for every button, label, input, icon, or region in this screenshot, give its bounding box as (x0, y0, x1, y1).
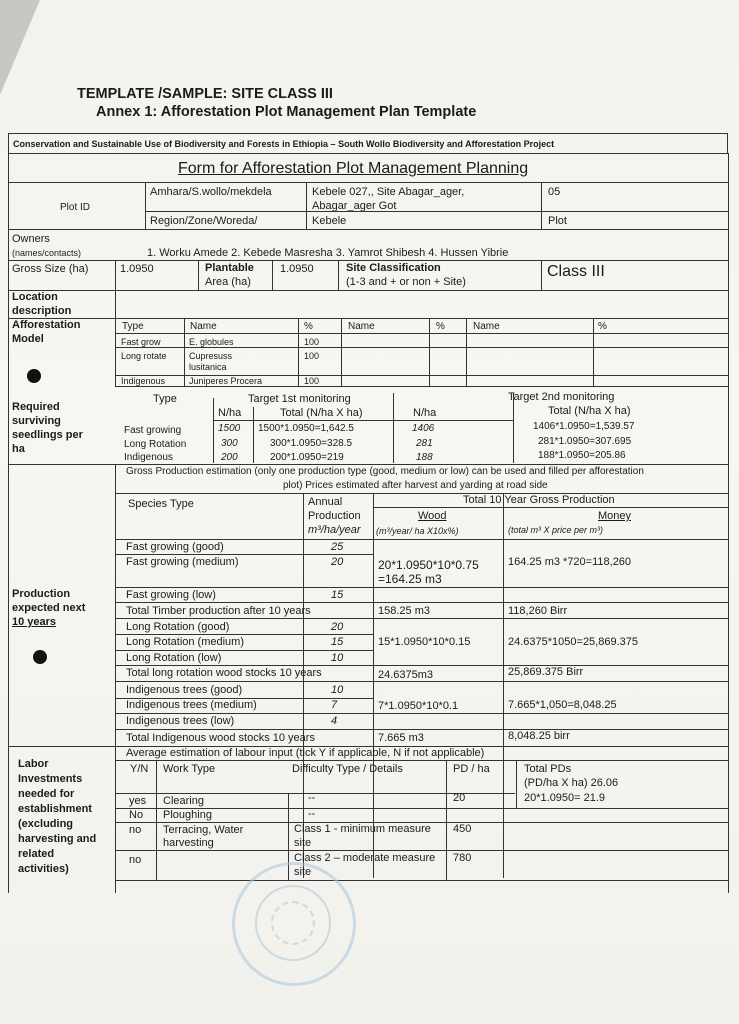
model-header-pct-2: % (436, 321, 445, 332)
labor-row-difficulty: -- (308, 808, 316, 820)
model-label-2: Model (12, 333, 44, 345)
page-fold-corner (0, 0, 40, 95)
annex-title: Annex 1: Afforestation Plot Management Plan Template (96, 104, 477, 120)
plantable-value: 1.0950 (280, 263, 314, 275)
model-row-name-2: lusitanica (189, 362, 227, 372)
labor-label-2: Investments (18, 773, 83, 785)
money-unit: (total m³ X price per m³) (508, 525, 604, 535)
seedling-n1: 300 (221, 438, 238, 449)
bullet-mark (33, 650, 47, 664)
seedling-n2: 281 (416, 438, 433, 449)
labor-header-pd: PD / ha (453, 763, 490, 775)
nha-header-2: N/ha (413, 407, 437, 419)
money-value: 24.6375*1050=25,869.375 (508, 636, 638, 648)
location-label-2: description (12, 305, 72, 317)
species-row: Indigenous trees (good) (126, 684, 243, 696)
total-production-header: Total 10 Year Gross Production (463, 494, 615, 506)
owners-sublabel: (names/contacts) (12, 248, 82, 258)
species-row: Indigenous trees (low) (126, 715, 235, 727)
model-header-name-2: Name (348, 321, 375, 332)
wood-value: 7.665 m3 (378, 732, 424, 744)
wood-value: 24.6375m3 (378, 669, 434, 681)
seedlings-label-4: ha (12, 443, 25, 455)
model-header-name-1: Name (190, 321, 217, 332)
labor-header-difficulty: Difficulty Type / Details (292, 763, 403, 775)
production-label-1: Production (12, 588, 71, 600)
template-title: TEMPLATE /SAMPLE: SITE CLASS III (77, 86, 333, 102)
seedling-t1: 300*1.0950=328.5 (270, 438, 353, 449)
species-row: Long Rotation (good) (126, 621, 230, 633)
wood-unit: (m³/year/ ha X10x%) (376, 526, 459, 536)
seedling-n1: 200 (221, 452, 238, 463)
labor-label-1: Labor (18, 758, 49, 770)
kebele-value-2: Abagar_ager Got (312, 200, 397, 212)
plot-number: 05 (548, 186, 561, 198)
seedling-type: Long Rotation (124, 439, 187, 450)
model-label-1: Afforestation (12, 319, 81, 331)
labor-row-difficulty: Class 2 – moderate measure (294, 852, 436, 864)
seedling-type: Indigenous (124, 452, 173, 463)
plantable-label-2: Area (ha) (205, 276, 251, 288)
official-stamp (232, 862, 356, 986)
model-row-name: Cupresuss (189, 351, 233, 361)
money-value: 7.665*1,050=8,048.25 (508, 699, 617, 711)
wood-value-2: =164.25 m3 (378, 572, 442, 586)
labor-row-difficulty: -- (308, 792, 316, 804)
seedlings-type-header: Type (153, 393, 177, 405)
labor-header-work: Work Type (163, 763, 216, 775)
form-table (8, 153, 728, 893)
model-header-name-3: Name (473, 321, 500, 332)
model-row-name: Juniperes Procera (189, 376, 263, 386)
seedling-t2: 281*1.0950=307.695 (538, 436, 632, 447)
species-row: Long Rotation (medium) (126, 636, 245, 648)
model-row-type: Long rotate (121, 351, 167, 361)
species-row: Total Indigenous wood stocks 10 years (126, 732, 315, 744)
labor-label-4: establishment (18, 803, 92, 815)
site-class-label-2: (1-3 and + or non + Site) (346, 276, 466, 288)
labor-row-yn: no (129, 854, 142, 866)
stamp-inner-ring (255, 885, 331, 961)
seedling-n1: 1500 (218, 423, 241, 434)
labor-row-difficulty-2: site (294, 837, 312, 849)
plot-id-label: Plot ID (60, 202, 91, 213)
annual-header-2: Production (308, 510, 361, 522)
annual-header-3: m³/ha/year (308, 524, 361, 536)
species-row: Fast growing (medium) (126, 556, 239, 568)
annual-header-1: Annual (308, 496, 343, 508)
gross-size-label: Gross Size (ha) (12, 263, 89, 275)
seedlings-label-1: Required (12, 401, 60, 413)
money-value: 118,260 Birr (508, 605, 568, 617)
money-value: 25,869.375 Birr (508, 666, 584, 678)
species-type-header: Species Type (128, 498, 194, 510)
first-monitoring-header: Target 1st monitoring (248, 393, 351, 405)
wood-value: 20*1.0950*10*0.75 (378, 558, 479, 572)
labor-row-difficulty-2: site (294, 866, 312, 878)
site-class-label-1: Site Classification (346, 262, 441, 274)
seedling-t1: 1500*1.0950=1,642.5 (258, 423, 354, 434)
second-monitoring-header: Target 2nd monitoring (508, 391, 615, 403)
project-name: Conservation and Sustainable Use of Biodiversity and Forests in Ethiopia – South Wollo Biodiversity and Afforestation Project (8, 133, 728, 153)
labor-row-yn: no (129, 824, 142, 836)
labor-row-yn: No (129, 809, 144, 821)
total-header-1: Total (N/ha X ha) (280, 407, 363, 419)
model-row-type: Indigenous (121, 376, 166, 386)
wood-header: Wood (418, 510, 447, 522)
annual-value: 15 (331, 636, 344, 648)
model-row-name: E. globules (189, 337, 234, 347)
region-value: Amhara/S.wollo/mekdela (150, 186, 272, 198)
money-value: 8,048.25 birr (508, 730, 570, 742)
money-value: 164.25 m3 *720=118,260 (508, 556, 632, 568)
seedling-t2: 188*1.0950=205.86 (538, 450, 626, 461)
owners-value: 1. Worku Amede 2. Kebede Masresha 3. Yamrot Shibesh 4. Hussen Yibrie (147, 247, 509, 259)
species-row: Long Rotation (low) (126, 652, 222, 664)
model-header-pct-3: % (598, 321, 607, 332)
seedling-t2: 1406*1.0950=1,539.57 (533, 421, 635, 432)
model-row-type: Fast grow (121, 337, 161, 347)
labor-row-pd: 450 (453, 823, 472, 835)
seedling-type: Fast growing (124, 425, 182, 436)
labor-row-difficulty: Class 1 - minimum measure (294, 823, 431, 835)
nha-header-1: N/ha (218, 407, 242, 419)
seedlings-label-2: surviving (12, 415, 61, 427)
labor-row-pd: 20 (453, 792, 466, 804)
labor-row-pd: 780 (453, 852, 472, 864)
labor-label-7: related (18, 848, 55, 860)
annual-value: 25 (331, 541, 344, 553)
kebele-label: Kebele (312, 215, 347, 227)
production-note-2: plot) Prices estimated after harvest and yarding at road side (283, 480, 548, 491)
labor-row-work-2: harvesting (163, 837, 214, 849)
model-header-pct-1: % (304, 321, 313, 332)
annual-value: 7 (331, 699, 338, 711)
production-label-2: expected next (12, 602, 86, 614)
labor-label-5: (excluding (18, 818, 74, 830)
seedling-t1: 200*1.0950=219 (270, 452, 344, 463)
labor-row-work: Ploughing (163, 809, 212, 821)
plot-label: Plot (548, 215, 567, 227)
annual-value: 10 (331, 652, 344, 664)
labor-total-sub-1: (PD/ha X ha) 26.06 (524, 777, 619, 789)
labor-label-3: needed for (18, 788, 75, 800)
labor-total-sub-2: 20*1.0950= 21.9 (524, 792, 606, 804)
labor-label-8: activities) (18, 863, 69, 875)
wood-value: 7*1.0950*10*0.1 (378, 700, 459, 712)
annual-value: 15 (331, 589, 344, 601)
labor-row-work: Terracing, Water (163, 824, 244, 836)
species-row: Fast growing (good) (126, 541, 224, 553)
production-note-1: Gross Production estimation (only one production type (good, medium or low) can be used and filled per afforestation (126, 466, 644, 477)
model-row-pct: 100 (304, 351, 320, 361)
location-label-1: Location (12, 291, 58, 303)
species-row: Fast growing (low) (126, 589, 216, 601)
species-row: Total long rotation wood stocks 10 years (126, 667, 322, 679)
labor-row-work: Clearing (163, 795, 204, 807)
seedlings-label-3: seedlings per (12, 429, 83, 441)
region-label: Region/Zone/Woreda/ (150, 215, 258, 227)
labor-header-yn: Y/N (130, 763, 149, 775)
gross-size-value: 1.0950 (120, 263, 154, 275)
labor-note: Average estimation of labour input (tick Y if applicable, N if not applicable) (126, 747, 485, 759)
annual-value: 20 (331, 621, 344, 633)
annual-value: 20 (331, 556, 344, 568)
wood-value: 15*1.0950*10*0.15 (378, 636, 471, 648)
stamp-emblem (271, 901, 315, 945)
model-row-pct: 100 (304, 337, 320, 347)
seedling-n2: 1406 (412, 423, 435, 434)
labor-label-6: harvesting and (18, 833, 97, 845)
species-row: Indigenous trees (medium) (126, 699, 257, 711)
production-label-3: 10 years (12, 616, 57, 628)
form-title: Form for Afforestation Plot Management Planning (178, 160, 529, 177)
annual-value: 4 (331, 715, 338, 727)
seedling-n2: 188 (416, 452, 433, 463)
wood-value: 158.25 m3 (378, 605, 430, 617)
site-class-value: Class III (547, 263, 605, 280)
model-header-type: Type (122, 321, 144, 332)
plantable-label-1: Plantable (205, 262, 254, 274)
labor-row-yn: yes (129, 795, 147, 807)
model-row-pct: 100 (304, 376, 320, 386)
labor-header-total: Total PDs (524, 763, 572, 775)
owners-label: Owners (12, 233, 50, 245)
annual-value: 10 (331, 684, 344, 696)
species-row: Total Timber production after 10 years (126, 605, 311, 617)
bullet-mark (27, 369, 41, 383)
kebele-value-1: Kebele 027,, Site Abagar_ager, (312, 186, 465, 198)
money-header: Money (598, 510, 632, 522)
total-header-2: Total (N/ha X ha) (548, 405, 631, 417)
